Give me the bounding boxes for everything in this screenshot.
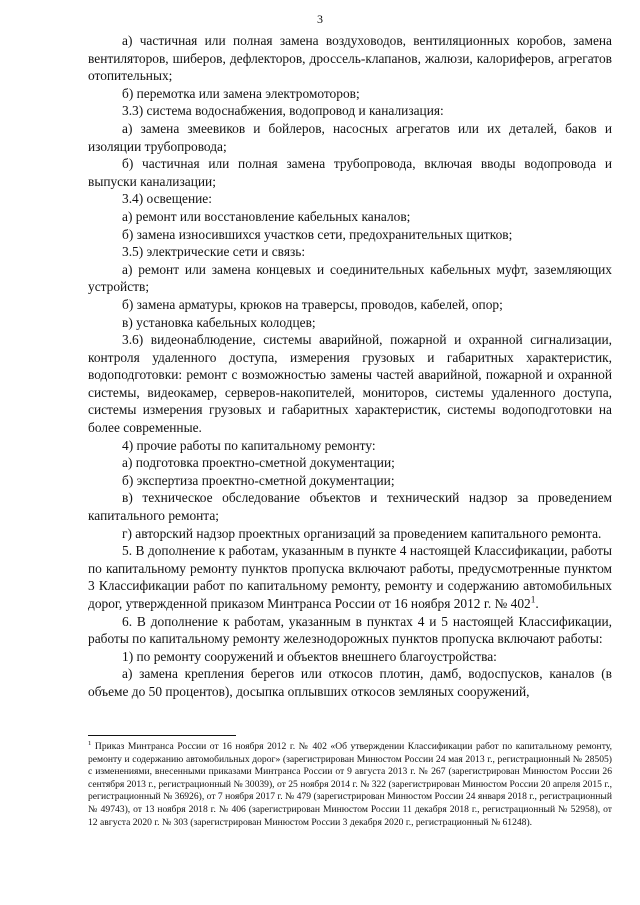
paragraph-other-works-d: г) авторский надзор проектных организаций за проведением капитального ремонта. bbox=[122, 525, 602, 541]
paragraph-electric-heading: 3.5) электрические сети и связь: bbox=[122, 244, 306, 260]
paragraph-electric-b: б) замена арматуры, крюков на траверсы, проводов, кабелей, опор; bbox=[122, 296, 503, 312]
page-number: 3 bbox=[317, 12, 323, 26]
footnote-text bbox=[88, 741, 612, 829]
footnote-divider bbox=[88, 735, 236, 736]
paragraph-lighting-a: а) ремонт или восстановление кабельных каналов; bbox=[122, 208, 411, 224]
document-body bbox=[88, 32, 612, 701]
paragraph-6: 6. В дополнение к работам, указанным в пунктах 4 и 5 настоящей Классификации, работы по капитальному ремонту железнодорожных пунктов пропуска включают работы: bbox=[88, 613, 612, 647]
paragraph-video-surveillance: 3.6) видеонаблюдение, системы аварийной, пожарной и охранной сигнализации, контроля удаленного доступа, измерения грузовых и габаритных характеристик, водоподготовки: ремонт с возможностью замены частей аварийной, пожарной и охранной системы, видеокамер, серверов-накопителей, мониторов, системы удаленного доступа, системы измерения грузовых и габаритных характеристик, системы водоподготовки на более современные. bbox=[88, 332, 612, 436]
paragraph-water-heading: 3.3) система водоснабжения, водопровод и канализация: bbox=[122, 103, 444, 119]
paragraph-ventilation-b: б) перемотка или замена электромоторов; bbox=[122, 85, 360, 101]
paragraph-lighting-b: б) замена износившихся участков сети, предохранительных щитков; bbox=[122, 226, 513, 242]
paragraph-water-b: б) частичная или полная замена трубопровода, включая вводы водопровода и выпуски канализации; bbox=[88, 156, 612, 189]
footnote-body: Приказ Минтранса России от 16 ноября 2012 г. № 402 «Об утверждении Классификации работ по капитальному ремонту, ремонту и содержанию автомобильных дорог» (зарегистрирован Минюстом России 24 мая 2013 г., регистрационный № 28505) с изменениями, внесенными приказами Минтранса России от 9 августа 2013 г. № 267 (зарегистрирован Минюстом России 26 сентября 2013 г., регистрационный № 30039), от 25 ноября 2014 г. № 322 (зарегистрирован Минюстом России 20 апреля 2015 г., регистрационный № 36926), от 7 ноября 2017 г. № 479 (зарегистрирован Минюстом России 24 января 2018 г., регистрационный № 49743), от 13 ноября 2018 г. № 406 (зарегистрирован Минюстом России 11 декабря 2018 г., регистрационный № 52958), от 12 августа 2020 г. № 303 (зарегистрирован Минюстом России 3 декабря 2020 г., регистрационный № 61248). bbox=[88, 741, 612, 828]
paragraph-5 bbox=[88, 542, 612, 612]
footnote-reference[interactable]: 1 bbox=[530, 595, 536, 606]
paragraph-5-text: 5. В дополнение к работам, указанным в пункте 4 настоящей Классификации, работы по капитальному ремонту пунктов пропуска включают работы, предусмотренные пунктом 3 Классификации работ по капитальному ремонту, ремонту и содержанию автомобильных дорог, утвержденной приказом Минтранса России от 16 ноября 2012 г. № 402 bbox=[88, 543, 612, 611]
paragraph-electric-a: а) ремонт или замена концевых и соединительных кабельных муфт, заземляющих устройств; bbox=[88, 261, 612, 295]
paragraph-5-end: . bbox=[535, 596, 539, 611]
paragraph-other-works-a: а) подготовка проектно-сметной документации; bbox=[122, 455, 395, 471]
paragraph-electric-c: в) установка кабельных колодцев; bbox=[122, 314, 316, 330]
paragraph-lighting-heading: 3.4) освещение: bbox=[122, 191, 212, 207]
paragraph-water-a: а) замена змеевиков и бойлеров, насосных агрегатов или их деталей, баков и изоляции трубопровода; bbox=[88, 120, 612, 154]
footnote-mark: 1 bbox=[88, 739, 92, 747]
paragraph-other-works-b: б) экспертиза проектно-сметной документации; bbox=[122, 472, 395, 488]
paragraph-6-1-a: а) замена крепления берегов или откосов плотин, дамб, водоспусков, каналов (в объеме до 50 процентов), досыпка оплывших откосов земляных сооружений, bbox=[88, 666, 612, 699]
paragraph-6-1: 1) по ремонту сооружений и объектов внешнего благоустройства: bbox=[122, 648, 497, 664]
paragraph-other-works-c: в) техническое обследование объектов и технический надзор за проведением капитального ремонта; bbox=[88, 490, 612, 524]
paragraph-ventilation-a: а) частичная или полная замена воздуховодов, вентиляционных коробов, замена вентиляторов, шиберов, дефлекторов, дроссель-клапанов, жалюзи, калориферов, агрегатов отопительных; bbox=[88, 33, 612, 84]
footnote bbox=[88, 741, 612, 829]
paragraph-other-works-heading: 4) прочие работы по капитальному ремонту: bbox=[122, 437, 376, 453]
